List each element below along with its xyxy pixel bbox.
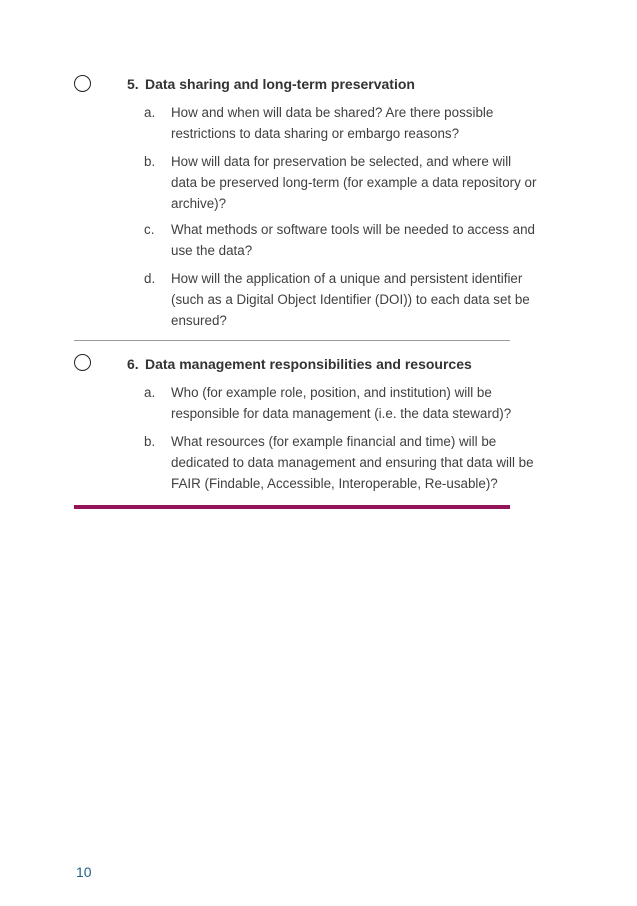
section-5-checkbox[interactable] bbox=[74, 75, 91, 92]
question-6a bbox=[144, 382, 537, 424]
question-letter: b. bbox=[144, 154, 156, 169]
question-text: How will the application of a unique and persistent identifier (such as a Digital Object Identifier (DOI)) to each data set be ensured? bbox=[171, 271, 530, 328]
question-text: How and when will data be shared? Are there possible restrictions to data sharing or embargo reasons? bbox=[171, 105, 494, 141]
section-6-title-text: Data management responsibilities and resources bbox=[145, 356, 472, 372]
section-5-title bbox=[127, 76, 415, 92]
section-5-title-text: Data sharing and long-term preservation bbox=[145, 76, 415, 92]
section-divider bbox=[74, 340, 510, 341]
section-6-title bbox=[127, 356, 472, 372]
section-6-number: 6. bbox=[127, 356, 139, 372]
question-letter: c. bbox=[144, 222, 155, 237]
question-6b bbox=[144, 431, 537, 494]
question-5a bbox=[144, 102, 537, 144]
question-letter: a. bbox=[144, 385, 156, 400]
question-letter: d. bbox=[144, 271, 156, 286]
accent-bar bbox=[74, 505, 510, 509]
question-text: What methods or software tools will be needed to access and use the data? bbox=[171, 222, 535, 258]
question-5d bbox=[144, 268, 537, 331]
question-letter: b. bbox=[144, 434, 156, 449]
page-number: 10 bbox=[76, 864, 92, 880]
question-5b bbox=[144, 151, 537, 214]
question-text: What resources (for example financial and time) will be dedicated to data management and ensuring that data will be FAIR (Findable, Accessible, Interoperable, Re-usable)? bbox=[171, 434, 534, 491]
question-text: How will data for preservation be selected, and where will data be preserved long-term (for example a data repository or archive)? bbox=[171, 154, 537, 211]
question-5c bbox=[144, 219, 537, 261]
section-5-number: 5. bbox=[127, 76, 139, 92]
section-6-checkbox[interactable] bbox=[74, 354, 91, 371]
question-text: Who (for example role, position, and institution) will be responsible for data management (i.e. the data steward)? bbox=[171, 385, 512, 421]
question-letter: a. bbox=[144, 105, 156, 120]
